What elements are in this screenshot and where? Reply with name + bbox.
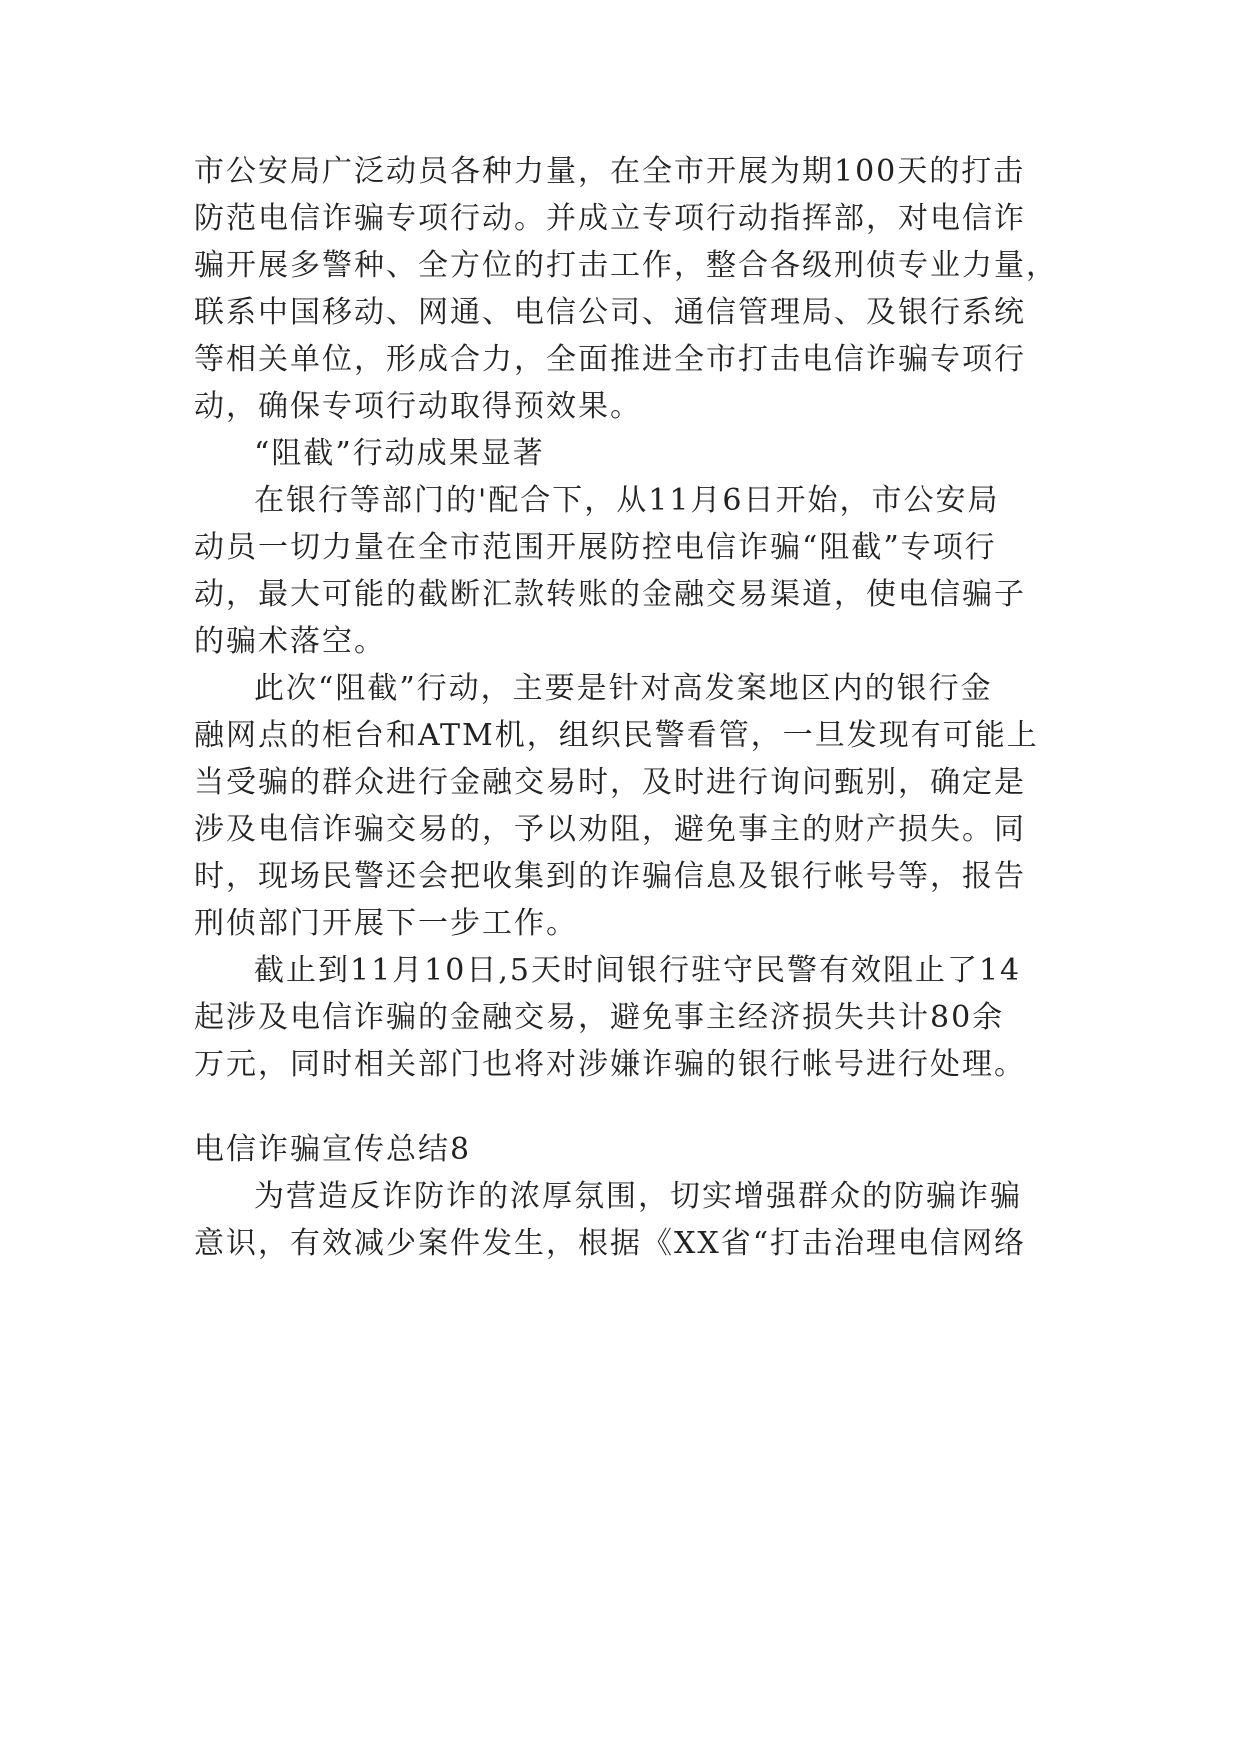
body-line: 的骗术落空。 (194, 624, 386, 659)
section-title: 电信诈骗宣传总结8 (194, 1132, 472, 1167)
body-line: 防范电信诈骗专项行动。并成立专项行动指挥部，对电信诈 (194, 201, 1026, 236)
body-line: 刑侦部门开展下一步工作。 (194, 906, 578, 941)
body-line: 时，现场民警还会把收集到的诈骗信息及银行帐号等，报告 (194, 859, 1026, 894)
body-line: 动员一切力量在全市范围开展防控电信诈骗“阻截”专项行 (194, 530, 997, 565)
body-line: 市公安局广泛动员各种力量，在全市开展为期100天的打击 (194, 154, 1026, 189)
body-line: 动，确保专项行动取得预效果。 (194, 389, 642, 424)
body-line: 在银行等部门的'配合下，从11月6日开始，市公安局 (254, 483, 1000, 518)
body-line: 涉及电信诈骗交易的，予以劝阻，避免事主的财产损失。同 (194, 812, 1026, 847)
section-heading: “阻截”行动成果显著 (254, 436, 545, 471)
body-line: 意识，有效减少案件发生，根据《XX省“打击治理电信网络 (194, 1226, 1027, 1261)
body-line: 截止到11月10日,5天时间银行驻守民警有效阻止了14 (254, 953, 1022, 988)
body-line: 当受骗的群众进行金融交易时，及时进行询问甄别，确定是 (194, 765, 1026, 800)
body-line: 联系中国移动、网通、电信公司、通信管理局、及银行系统 (194, 295, 1026, 330)
body-line: 融网点的柜台和ATM机，组织民警看管，一旦发现有可能上 (194, 718, 1039, 753)
body-line: 起涉及电信诈骗的金融交易，避免事主经济损失共计80余 (194, 1000, 1005, 1035)
body-line: 动，最大可能的截断汇款转账的金融交易渠道，使电信骗子 (194, 577, 1026, 612)
body-line: 此次“阻截”行动，主要是针对高发案地区内的银行金 (254, 671, 993, 706)
body-line: 万元，同时相关部门也将对涉嫌诈骗的银行帐号进行处理。 (194, 1047, 1026, 1082)
body-line: 骗开展多警种、全方位的打击工作，整合各级刑侦专业力量， (194, 248, 1058, 283)
body-line: 为营造反诈防诈的浓厚氛围，切实增强群众的防骗诈骗 (254, 1179, 1022, 1214)
body-line: 等相关单位，形成合力，全面推进全市打击电信诈骗专项行 (194, 342, 1026, 377)
